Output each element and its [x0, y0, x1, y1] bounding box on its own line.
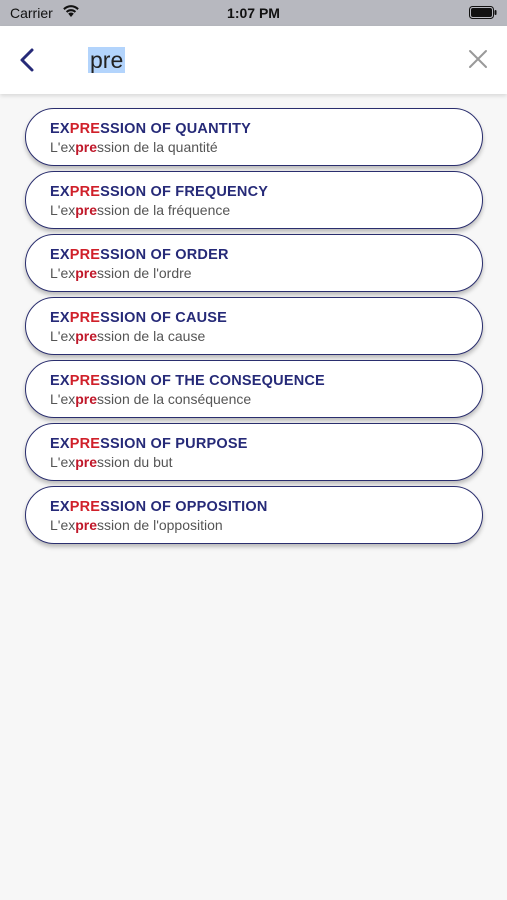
back-button[interactable] [14, 44, 42, 76]
search-query-text: pre [90, 47, 124, 73]
result-title: EXPRESSION OF OPPOSITION [50, 499, 268, 515]
result-subtitle: L'expression de la quantité [50, 139, 218, 155]
result-item-cause[interactable] [25, 297, 483, 355]
battery-icon [469, 6, 497, 22]
result-item-quantity[interactable] [25, 108, 483, 166]
result-item-opposition[interactable] [25, 486, 483, 544]
status-bar [0, 0, 507, 26]
clock: 1:07 PM [227, 5, 280, 21]
result-item-purpose[interactable] [25, 423, 483, 481]
result-subtitle: L'expression de la fréquence [50, 202, 231, 218]
result-subtitle: L'expression de la conséquence [50, 391, 252, 407]
result-title: EXPRESSION OF ORDER [50, 247, 229, 263]
clear-x-icon [467, 48, 489, 70]
back-chevron-icon [14, 44, 42, 76]
result-title: EXPRESSION OF QUANTITY [50, 121, 251, 137]
result-subtitle: L'expression de l'opposition [50, 517, 223, 533]
result-title: EXPRESSION OF CAUSE [50, 310, 228, 326]
result-item-consequence[interactable] [25, 360, 483, 418]
result-title: EXPRESSION OF FREQUENCY [50, 184, 269, 200]
search-input[interactable] [88, 43, 125, 77]
clear-search-button[interactable] [467, 48, 489, 70]
result-item-order[interactable] [25, 234, 483, 292]
result-item-frequency[interactable] [25, 171, 483, 229]
result-subtitle: L'expression du but [50, 454, 173, 470]
search-header [0, 26, 507, 94]
result-subtitle: L'expression de l'ordre [50, 265, 192, 281]
result-subtitle: L'expression de la cause [50, 328, 206, 344]
results-list [25, 108, 483, 549]
result-title: EXPRESSION OF PURPOSE [50, 436, 248, 452]
result-title: EXPRESSION OF THE CONSEQUENCE [50, 373, 325, 389]
carrier-label: Carrier [10, 5, 53, 21]
